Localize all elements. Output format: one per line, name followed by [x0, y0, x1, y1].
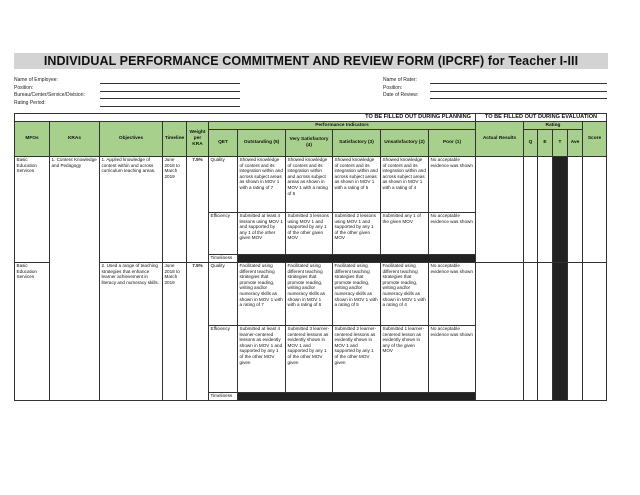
bureau-field[interactable] [100, 98, 240, 99]
efficiency-very-satisfactory: Submitted 3 lessons using MOV 1 and supported by any 1 of the other given MOV [286, 212, 333, 254]
header-satisfactory: Satisfactory (3) [333, 129, 381, 156]
position-label: Position: [14, 85, 34, 91]
quality-unsatisfactory: Facilitated using different teaching strategies that promote reading, writing and/or numeracy skills as shown in MOV 1 with a rating of 4 [381, 262, 429, 325]
rating-e-cell[interactable] [538, 262, 553, 400]
rating-q-cell[interactable] [524, 156, 538, 262]
objective-cell: 1. Applied knowledge of content within and across curriculum teaching areas. [100, 156, 163, 262]
table-row [15, 156, 607, 212]
table-row [15, 262, 607, 325]
header-unsatisfactory: Unsatisfactory (2) [381, 129, 429, 156]
qet-efficiency-label: Efficiency [209, 212, 238, 254]
header-q: Q [524, 129, 538, 156]
weight-cell: 7.5% [187, 262, 209, 400]
efficiency-outstanding: Submitted at least 4 lessons using MOV 1 and supported by any 1 of the other given MOV [238, 212, 286, 254]
qet-efficiency-label: Efficiency [209, 325, 238, 392]
rating-e-cell[interactable] [538, 156, 553, 262]
kra-cell: 1. Content Knowledge and Pedagogy [50, 156, 100, 400]
header-outstanding: Outstanding (5) [238, 129, 286, 156]
header-ave: Ave [568, 129, 583, 156]
mfo-cell: Basic Education Services [15, 156, 50, 262]
form-title: INDIVIDUAL PERFORMANCE COMMITMENT AND REVIEW FORM (IPCRF) for Teacher I-III [14, 53, 608, 69]
header-performance-indicators: Performance Indicators [209, 122, 476, 130]
date-of-review-field[interactable] [430, 98, 607, 99]
header-weight: Weight per KRA [187, 122, 209, 157]
score-cell[interactable] [583, 156, 607, 262]
efficiency-unsatisfactory: Submitted 1 learner-centered lesson as evidently shown in any of the given MOV [381, 325, 429, 392]
quality-unsatisfactory: Showed knowledge of content and its integration within and across subject areas as shown in MOV 1 with a rating of 4 [381, 156, 429, 212]
planning-banner: TO BE FILLED OUT DURING PLANNING [15, 114, 476, 122]
efficiency-poor: No acceptable evidence was shown [429, 325, 476, 392]
quality-outstanding: Facilitated using different teaching strategies that promote reading, writing and/or numeracy skills as shown in MOV 1 with a rating of 7 [238, 262, 286, 325]
qet-timeliness-label: Timeliness [209, 254, 238, 262]
mfo-cell: Basic Education Services [15, 262, 50, 400]
efficiency-unsatisfactory: Submitted any 1 of the given MOV [381, 212, 429, 254]
header-very-satisfactory: Very Satisfactory (4) [286, 129, 333, 156]
rater-position-field[interactable] [430, 91, 607, 92]
header-timeline: Timeline [163, 122, 187, 157]
quality-poor: No acceptable evidence was shown [429, 156, 476, 212]
header-mfos: MFOs [15, 122, 50, 157]
objective-cell: 2. Used a range of teaching strategies that enhance learner achievement in literacy and numeracy skills. [100, 262, 163, 400]
quality-satisfactory: Showed knowledge of content and its integration within and across subject areas as shown in MOV 1 with a rating of 5 [333, 156, 381, 212]
position-field[interactable] [100, 91, 240, 92]
qet-timeliness-label: Timeliness [209, 392, 238, 400]
bureau-label: Bureau/Center/Service/Division: [14, 92, 85, 98]
header-actual-results: Actual Results [476, 122, 524, 157]
header-qet: QET [209, 129, 238, 156]
header-objectives: Objectives [100, 122, 163, 157]
name-of-employee-field[interactable] [100, 83, 240, 84]
evaluation-banner: TO BE FILLED OUT DURING EVALUATION [476, 114, 607, 122]
rating-t-cell [553, 262, 568, 400]
ipcrf-table [14, 113, 607, 401]
name-of-rater-label: Name of Rater: [383, 77, 417, 83]
header-rating: Rating [524, 122, 583, 130]
rating-ave-cell[interactable] [568, 262, 583, 400]
header-poor: Poor (1) [429, 129, 476, 156]
actual-results-cell[interactable] [476, 262, 524, 400]
rating-period-label: Rating Period: [14, 100, 46, 106]
timeline-cell: June 2018 to March 2019 [163, 262, 187, 400]
quality-satisfactory: Facilitated using different teaching strategies that promote reading, writing and/or numeracy skills as shown in MOV 1 with a rating of 5 [333, 262, 381, 325]
header-score: Score [583, 122, 607, 157]
name-of-rater-field[interactable] [430, 83, 607, 84]
name-of-employee-label: Name of Employee: [14, 77, 58, 83]
header-t: T [553, 129, 568, 156]
quality-poor: No acceptable evidence was shown [429, 262, 476, 325]
timeline-cell: June 2018 to March 2019 [163, 156, 187, 262]
rating-period-field[interactable] [100, 106, 240, 107]
rating-t-cell [553, 156, 568, 262]
date-of-review-label: Date of Review: [383, 92, 419, 98]
rater-position-label: Position: [383, 85, 403, 91]
quality-outstanding: Showed knowledge of content and its integration within and across subject areas as shown in MOV 1 with a rating of 7 [238, 156, 286, 212]
quality-very-satisfactory: Showed knowledge of content and its integration within and across subject areas as shown in MOV 1 with a rating of 6 [286, 156, 333, 212]
qet-quality-label: Quality [209, 262, 238, 325]
efficiency-satisfactory: Submitted 2 learner-centered lessons as evidently shown in MOV 1 and supported by any 1 of the other MOV given [333, 325, 381, 392]
actual-results-cell[interactable] [476, 156, 524, 262]
timeliness-filled [238, 392, 476, 400]
header-e: E [538, 129, 553, 156]
timeliness-filled [238, 254, 476, 262]
efficiency-satisfactory: Submitted 2 lessons using MOV 1 and supported by any 1 of the other given MOV [333, 212, 381, 254]
weight-cell: 7.5% [187, 156, 209, 262]
header-kras: KRAs [50, 122, 100, 157]
quality-very-satisfactory: Facilitated using different teaching strategies that promote reading, writing and/or numeracy skills as shown in MOV 1 with a rating of 6 [286, 262, 333, 325]
rating-q-cell[interactable] [524, 262, 538, 400]
qet-quality-label: Quality [209, 156, 238, 212]
efficiency-outstanding: Submitted at least 4 learner-centered lessons as evidently shown in MOV 1 and supported by any 1 of the other MOV given [238, 325, 286, 392]
efficiency-very-satisfactory: Submitted 3 learner-centered lessons as evidently shown in MOV 1 and supported by any 1 of the other MOV given [286, 325, 333, 392]
rating-ave-cell[interactable] [568, 156, 583, 262]
score-cell[interactable] [583, 262, 607, 400]
efficiency-poor: No acceptable evidence was shown [429, 212, 476, 254]
